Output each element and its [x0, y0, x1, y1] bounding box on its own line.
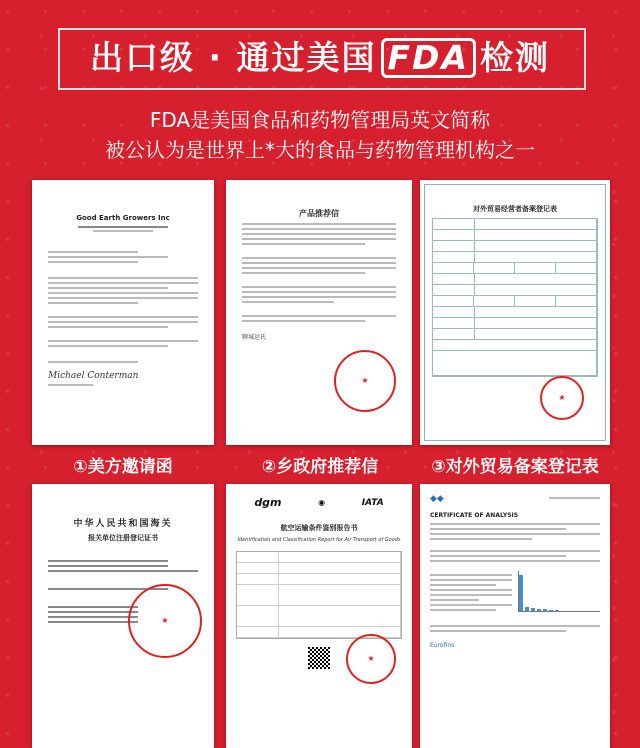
- certificate-air-transport: [226, 484, 412, 748]
- lab-logo-icon: ◆◆: [430, 494, 444, 504]
- iata-logo: IATA: [361, 497, 384, 508]
- certificate-customs-registration: [32, 484, 214, 748]
- intro-line-1: FDA是美国食品和药物管理局英文简称: [149, 108, 491, 132]
- analysis-title: CERTIFICATE OF ANALYSIS: [430, 512, 519, 519]
- air-report-subtitle: Identification and Classification Report for Air Transport of Goods: [237, 537, 401, 543]
- customs-subtitle: 报关单位注册登记证书: [88, 534, 158, 542]
- letter-signature: Michael Conterman: [48, 371, 139, 381]
- certificate-trade-registration: [420, 180, 610, 445]
- letter-company: Good Earth Growers Inc: [76, 214, 170, 222]
- page-title: [0, 32, 640, 79]
- certificate-invitation-letter: [32, 180, 214, 445]
- red-seal-icon: ★: [346, 634, 396, 684]
- red-seal-icon: ★: [334, 350, 396, 412]
- certificate-recommendation-letter: [226, 180, 412, 445]
- caption-recommendation-letter: ②乡政府推荐信: [261, 457, 379, 477]
- certificate-of-analysis: [420, 484, 610, 748]
- caption-invitation-letter: ①美方邀请函: [73, 457, 173, 477]
- air-report-title: 航空运输条件鉴别报告书: [280, 524, 358, 532]
- fda-badge: FDA: [381, 38, 476, 78]
- qr-code-icon: [308, 647, 330, 669]
- analysis-footer: Eurofins: [430, 642, 455, 649]
- customs-title: 中华人民共和国海关: [73, 519, 173, 529]
- recommendation-title: 产品推荐信: [299, 209, 339, 218]
- intro-line-2: 被公认为是世界上*大的食品与药物管理机构之一: [105, 138, 535, 162]
- title-suffix: 检测: [480, 38, 550, 77]
- customs-seal-icon: ★: [128, 584, 202, 658]
- red-seal-icon: ★: [540, 376, 584, 420]
- dgm-logo: dgm: [254, 496, 282, 509]
- analysis-chart: [518, 571, 600, 614]
- recommendation-signer: 聊城运氏: [242, 334, 267, 341]
- caac-logo-icon: ◉: [318, 498, 326, 507]
- caption-trade-registration: ③对外贸易备案登记表: [431, 457, 599, 477]
- title-prefix: 出口级 · 通过美国: [90, 38, 377, 77]
- registration-title: 对外贸易经营者备案登记表: [473, 205, 557, 213]
